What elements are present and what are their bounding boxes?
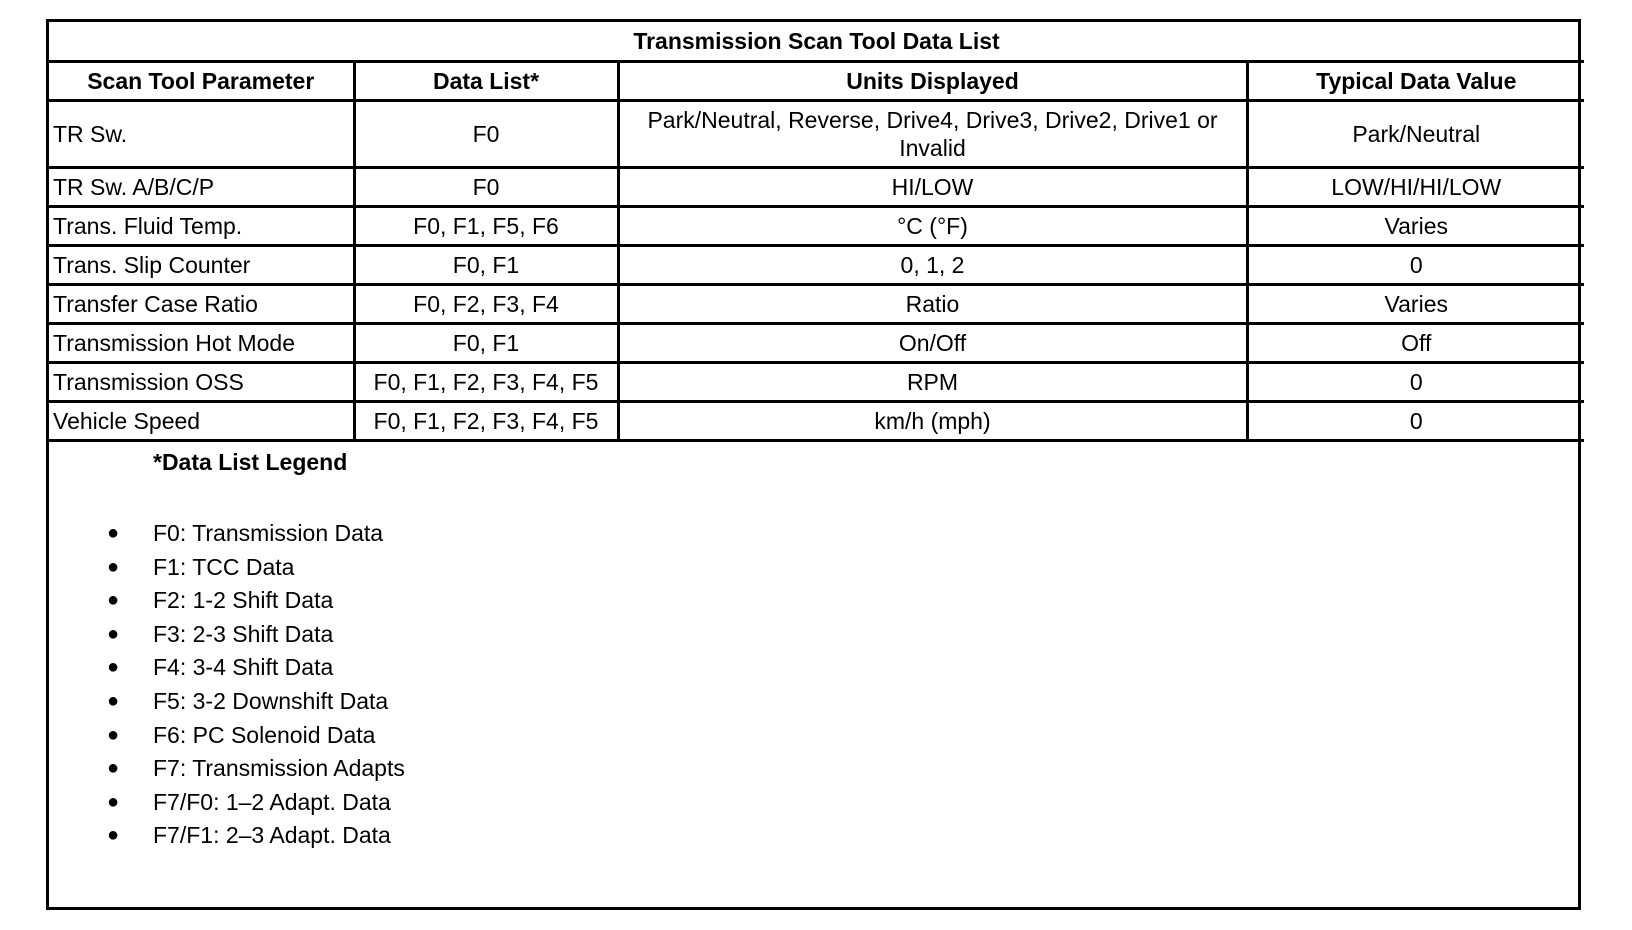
data-list-legend (49, 442, 1578, 853)
bullet-icon: ● (106, 790, 120, 813)
units-cell: km/h (mph) (618, 402, 1247, 441)
data-list-cell: F0, F1, F5, F6 (354, 207, 618, 246)
legend-item-text: F2: 1-2 Shift Data (153, 587, 334, 614)
parameter-cell: Trans. Slip Counter (49, 246, 354, 285)
bullet-icon: ● (106, 589, 120, 612)
header-row (49, 62, 1584, 101)
bullet-icon: ● (106, 555, 120, 578)
units-cell: 0, 1, 2 (618, 246, 1247, 285)
bullet-icon: ● (106, 723, 120, 746)
data-list-cell: F0, F1 (354, 246, 618, 285)
table-row (49, 363, 1584, 402)
legend-item-text: F6: PC Solenoid Data (153, 721, 376, 748)
bullet-icon: ● (106, 757, 120, 780)
table-row (49, 246, 1584, 285)
legend-item (49, 786, 1578, 820)
data-list-cell: F0, F1, F2, F3, F4, F5 (354, 363, 618, 402)
typical-value-cell: 0 (1247, 246, 1584, 285)
legend-item (49, 685, 1578, 719)
bullet-icon: ● (106, 522, 120, 544)
legend-item-text: F5: 3-2 Downshift Data (153, 687, 389, 714)
parameter-cell: Vehicle Speed (49, 402, 354, 441)
table-row (49, 285, 1584, 324)
legend-item (49, 618, 1578, 652)
bullet-icon: ● (106, 622, 120, 645)
units-cell: RPM (618, 363, 1247, 402)
legend-item (49, 584, 1578, 618)
header-data-list: Data List* (354, 62, 618, 101)
typical-value-cell: Off (1247, 324, 1584, 363)
table-row (49, 168, 1584, 207)
bullet-icon: ● (106, 656, 120, 679)
bullet-icon: ● (106, 689, 120, 712)
legend-item (49, 551, 1578, 585)
table-row (49, 402, 1584, 441)
legend-item-text: F7/F1: 2–3 Adapt. Data (153, 822, 391, 849)
legend-item (49, 752, 1578, 786)
legend-list (49, 517, 1578, 853)
header-units: Units Displayed (618, 62, 1247, 101)
header-typical-value: Typical Data Value (1247, 62, 1584, 101)
legend-item (49, 819, 1578, 853)
scan-tool-data-table (49, 22, 1584, 442)
bullet-icon: ● (106, 824, 120, 847)
data-list-cell: F0, F1, F2, F3, F4, F5 (354, 402, 618, 441)
parameter-cell: Trans. Fluid Temp. (49, 207, 354, 246)
legend-item (49, 719, 1578, 753)
data-list-cell: F0 (354, 101, 618, 168)
typical-value-cell: Varies (1247, 285, 1584, 324)
parameter-cell: TR Sw. (49, 101, 354, 168)
table-caption: Transmission Scan Tool Data List (49, 22, 1584, 62)
parameter-cell: TR Sw. A/B/C/P (49, 168, 354, 207)
units-cell: Ratio (618, 285, 1247, 324)
table-row (49, 101, 1584, 168)
parameter-cell: Transmission OSS (49, 363, 354, 402)
table-row (49, 324, 1584, 363)
units-cell: °C (°F) (618, 207, 1247, 246)
legend-item (49, 517, 1578, 551)
typical-value-cell: 0 (1247, 363, 1584, 402)
parameter-cell: Transmission Hot Mode (49, 324, 354, 363)
units-cell: Park/Neutral, Reverse, Drive4, Drive3, Drive2, Drive1 or Invalid (618, 101, 1247, 168)
data-list-cell: F0, F2, F3, F4 (354, 285, 618, 324)
legend-item-text: F0: Transmission Data (153, 520, 384, 546)
units-cell: HI/LOW (618, 168, 1247, 207)
table-row (49, 207, 1584, 246)
typical-value-cell: LOW/HI/HI/LOW (1247, 168, 1584, 207)
units-cell: On/Off (618, 324, 1247, 363)
legend-title: *Data List Legend (153, 449, 348, 475)
legend-item-text: F3: 2-3 Shift Data (153, 620, 334, 647)
legend-item-text: F7/F0: 1–2 Adapt. Data (153, 788, 391, 815)
legend-item-text: F1: TCC Data (153, 553, 295, 580)
typical-value-cell: Varies (1247, 207, 1584, 246)
parameter-cell: Transfer Case Ratio (49, 285, 354, 324)
data-list-cell: F0 (354, 168, 618, 207)
header-parameter: Scan Tool Parameter (49, 62, 354, 101)
scan-tool-document (46, 19, 1581, 910)
legend-item-text: F4: 3-4 Shift Data (153, 654, 334, 681)
legend-item-text: F7: Transmission Adapts (153, 755, 405, 782)
legend-item (49, 651, 1578, 685)
typical-value-cell: 0 (1247, 402, 1584, 441)
data-list-cell: F0, F1 (354, 324, 618, 363)
typical-value-cell: Park/Neutral (1247, 101, 1584, 168)
